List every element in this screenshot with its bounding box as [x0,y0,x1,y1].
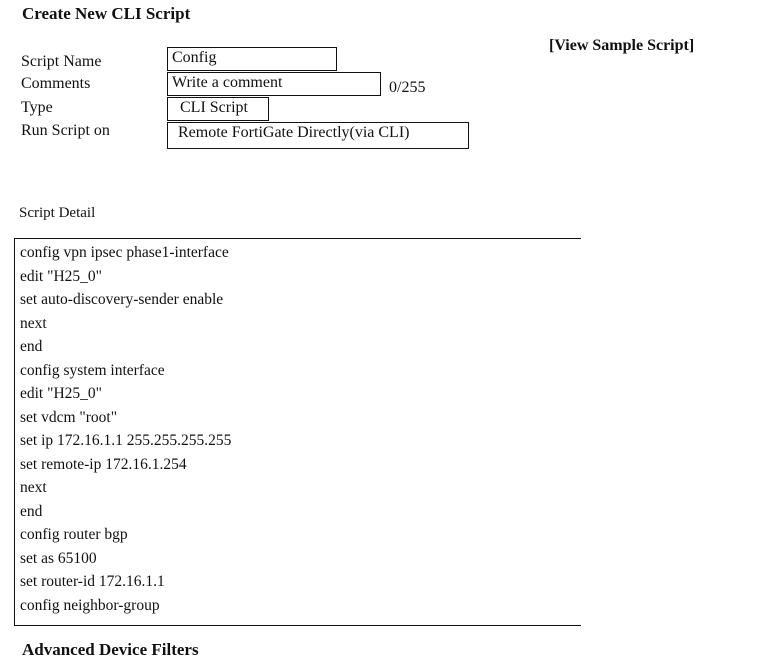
script-line: next [20,314,47,332]
script-name-input[interactable]: Config [167,47,337,71]
script-line: edit "H25_0" [20,385,102,402]
comments-label: Comments [21,75,91,92]
script-line: config vpn ipsec phase1-interface [20,244,229,261]
script-line: set router-id 172.16.1.1 [20,573,165,590]
run-script-on-label: Run Script on [21,122,110,139]
script-name-label: Script Name [21,53,102,70]
script-detail-label: Script Detail [19,205,96,221]
script-line: config system interface [20,361,165,379]
type-label: Type [21,99,53,116]
script-line: set vdcm "root" [20,408,118,426]
script-line: end [20,338,43,355]
script-line: set remote-ip 172.16.1.254 [20,455,187,473]
type-select[interactable]: CLI Script [167,97,269,121]
script-detail-textarea[interactable] [14,238,581,626]
script-line: set ip 172.16.1.1 255.255.255.255 [20,432,232,449]
script-line: set as 65100 [20,549,97,567]
script-line: next [20,479,47,496]
script-line: config router bgp [20,526,128,543]
comments-input[interactable]: Write a comment [167,72,381,96]
script-line: edit "H25_0" [20,267,102,285]
run-script-on-select[interactable]: Remote FortiGate Directly(via CLI) [167,122,469,149]
comments-char-counter: 0/255 [389,79,426,96]
script-line: end [20,502,43,520]
advanced-device-filters-heading[interactable]: Advanced Device Filters [22,640,199,659]
script-line: config neighbor-group [20,596,160,614]
script-line: set auto-discovery-sender enable [20,291,224,308]
view-sample-script-link[interactable]: [View Sample Script] [549,37,695,54]
page-title: Create New CLI Script [22,4,191,23]
